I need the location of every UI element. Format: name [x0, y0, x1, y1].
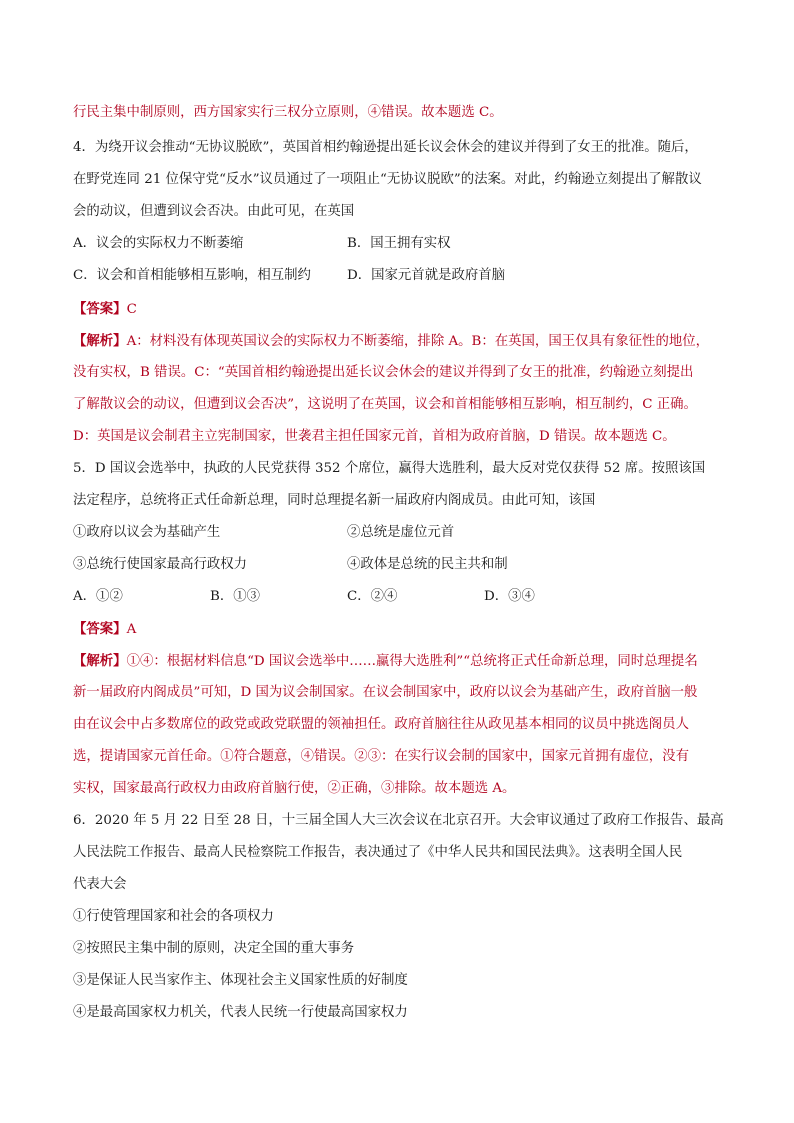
q5-analysis-tag: 【解析】 [73, 653, 127, 669]
q5-analysis-text-1: ①④：根据材料信息“D 国议会选举中……赢得大选胜利”“总统将正式任命新总理，同时总理提名 [126, 654, 698, 669]
q5-answer-value: A [126, 622, 137, 637]
q5-stem-line-1: 5．D 国议会选举中，执政的人民党获得 352 个席位，赢得大选胜利，最大反对党仅获得 52 席。按照该国 [73, 461, 706, 476]
prev-analysis-tail: 行民主集中制原则，西方国家实行三权分立原则，④错误。故本题选 C。 [73, 105, 503, 120]
q5-statement-4: ④政体是总统的民主共和制 [347, 557, 508, 572]
q5-analysis-line-1 [73, 652, 698, 671]
q5-option-a: A．①② [73, 589, 123, 604]
q5-answer-tag: 【答案】 [73, 621, 127, 637]
q4-analysis-line-3: 了解散议会的动议，但遭到议会否决”，这说明了在英国，议会和首相能够相互影响，相互制约，C 正确。 [73, 397, 697, 412]
q5-analysis-line-3: 由在议会中占多数席位的政党或政党联盟的领袖担任。政府首脑往往从政见基本相同的议员中挑选阁员人 [73, 717, 689, 732]
q4-stem-line-3: 会的动议，但遭到议会否决。由此可见，在英国 [73, 204, 355, 219]
q4-option-d: D．国家元首就是政府首脑 [347, 268, 506, 283]
q4-option-a: A．议会的实际权力不断萎缩 [73, 236, 244, 251]
q5-statement-1: ①政府以议会为基础产生 [73, 525, 221, 540]
q5-analysis-line-4: 选，提请国家元首任命。①符合题意，④错误。②③：在实行议会制的国家中，国家元首拥有虚位，没有 [73, 749, 689, 764]
q6-statement-4: ④是最高国家权力机关，代表人民统一行使最高国家权力 [73, 1005, 408, 1020]
q5-statement-2: ②总统是虚位元首 [347, 525, 455, 540]
q6-statement-2: ②按照民主集中制的原则，决定全国的重大事务 [73, 941, 355, 956]
q4-analysis-text-1: A：材料没有体现英国议会的实际权力不断萎缩，排除 A。B：在英国，国王仅具有象征性的地位， [126, 334, 710, 349]
q5-stem-line-2: 法定程序，总统将正式任命新总理，同时总理提名新一届政府内阁成员。由此可知，该国 [73, 493, 596, 508]
q4-option-b: B．国王拥有实权 [347, 236, 451, 251]
q4-stem-line-2: 在野党连同 21 位保守党“反水”议员通过了一项阻止“无协议脱欧”的法案。对此，约翰逊立刻提出了解散议 [73, 172, 702, 187]
q4-analysis-line-1 [73, 332, 709, 351]
q4-answer-tag: 【答案】 [73, 301, 127, 317]
q5-statement-3: ③总统行使国家最高行政权力 [73, 557, 248, 572]
q4-answer [73, 300, 137, 319]
q4-analysis-tag: 【解析】 [73, 333, 127, 349]
q5-analysis-line-2: 新一届政府内阁成员”可知，D 国为议会制国家。在议会制国家中，政府以议会为基础产生，政府首脑一般 [73, 685, 698, 700]
q4-analysis-line-4: D：英国是议会制君主立宪制国家，世袭君主担任国家元首，首相为政府首脑，D 错误。故本题选 C。 [73, 429, 676, 444]
q4-stem-line-1: 4．为绕开议会推动“无协议脱欧”，英国首相约翰逊提出延长议会休会的建议并得到了女王的批准。随后， [73, 140, 698, 155]
q4-analysis-line-2: 没有实权，B 错误。C：“英国首相约翰逊提出延长议会休会的建议并得到了女王的批准，约翰逊立刻提出 [73, 365, 694, 380]
q6-statement-3: ③是保证人民当家作主、体现社会主义国家性质的好制度 [73, 973, 408, 988]
q6-statement-1: ①行使管理国家和社会的各项权力 [73, 909, 274, 924]
q6-stem-line-3: 代表大会 [73, 877, 127, 892]
q5-answer [73, 620, 136, 639]
q5-option-b: B．①③ [210, 589, 261, 604]
q5-option-d: D．③④ [484, 589, 535, 604]
q5-option-c: C．②④ [347, 589, 398, 604]
q4-answer-value: C [126, 302, 137, 317]
q6-stem-line-2: 人民法院工作报告、最高人民检察院工作报告，表决通过了《中华人民共和国民法典》。这表明全国人民 [73, 845, 683, 860]
q4-option-c: C．议会和首相能够相互影响，相互制约 [73, 268, 311, 283]
q5-analysis-line-5: 实权，国家最高行政权力由政府首脑行使，②正确，③排除。故本题选 A。 [73, 781, 516, 796]
q6-stem-line-1: 6．2020 年 5 月 22 日至 28 日，十三届全国人大三次会议在北京召开。大会审议通过了政府工作报告、最高 [73, 813, 724, 828]
